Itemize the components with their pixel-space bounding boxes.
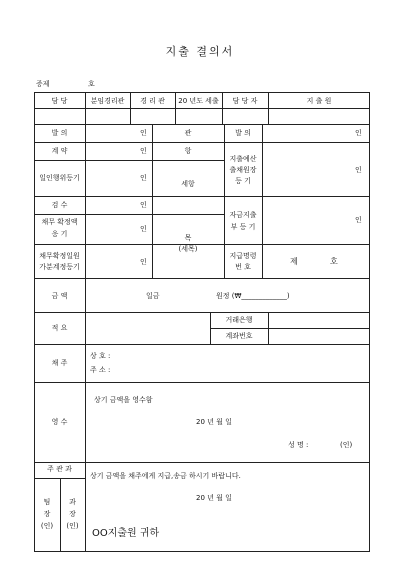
amount-label: 금 액 — [51, 292, 68, 300]
approval-jigeup: 지급명령 — [229, 252, 257, 260]
approval-jageum2: 부 등 기 — [230, 223, 256, 231]
approval-je: 제 — [290, 257, 298, 266]
approval-ho: 호 — [330, 257, 338, 266]
amount-won: 원정 (₩_____________) — [216, 292, 290, 300]
approval-in-4: 인 — [140, 201, 147, 209]
header-damdang: 담 당 — [51, 97, 68, 105]
footer-jang-1: 장 — [43, 510, 51, 518]
header-gyeongri: 경 리 관 — [140, 97, 165, 105]
approval-in-1: 인 — [140, 129, 147, 137]
header-damdangja: 담 당 자 — [232, 97, 258, 105]
approval-gwan: 관 — [184, 129, 192, 137]
amount-il: 일금 — [146, 292, 160, 300]
approval-in-right-3: 인 — [355, 216, 362, 224]
approval-geomsu: 검 수 — [51, 201, 68, 209]
approval-chaemu1: 채무 확정액 — [41, 218, 78, 226]
approval-balui: 발 의 — [51, 129, 68, 137]
doc-no-label: 증제 — [36, 80, 50, 88]
approval-ilin: 일인행위등기 — [39, 174, 80, 182]
footer-date: 20 년 월 일 — [196, 494, 232, 502]
footer-jang-2: 장 — [69, 510, 76, 518]
approval-in-5: 인 — [140, 225, 147, 233]
approval-mok: 목 — [184, 234, 192, 242]
creditor-label: 채 주 — [51, 359, 68, 367]
footer-seal-2: (인) — [66, 522, 79, 530]
page-title: 지출 결의서 — [165, 45, 235, 58]
approval-jigeup2: 번 호 — [235, 263, 251, 271]
approval-chaemu1b: 응 기 — [51, 230, 68, 238]
doc-no-suffix: 호 — [88, 80, 95, 88]
creditor-juso: 주 소 : — [90, 366, 111, 374]
receipt-sign-label: 성 명 : — [288, 441, 309, 449]
footer-addressee: OO지출원 귀하 — [92, 528, 160, 539]
summary-account-label: 계좌번호 — [225, 332, 253, 340]
approval-in-6: 인 — [140, 258, 147, 266]
footer-tim: 팀 — [43, 498, 51, 506]
approval-jageum: 자금지출 — [229, 211, 257, 219]
footer-request: 상기 금액을 채주에게 지급,송금 하시기 바랍니다. — [90, 472, 241, 480]
approval-semok: 세항 — [181, 180, 195, 188]
approval-in-3: 인 — [140, 174, 147, 182]
approval-jichul-yesan: 지출예산 — [229, 155, 257, 163]
receipt-label: 영 수 — [51, 418, 68, 426]
approval-balui-right: 발 의 — [235, 129, 251, 137]
creditor-sangho: 상 호 : — [90, 352, 111, 360]
approval-semok2: (세목) — [178, 245, 198, 253]
receipt-text: 상기 금액을 영수함 — [94, 396, 153, 404]
header-bunim: 분임경리관 — [90, 97, 125, 105]
header-jichulwon: 지 출 원 — [306, 97, 332, 105]
summary-bank-label: 거래은행 — [225, 316, 253, 324]
summary-label: 적 요 — [51, 324, 68, 332]
receipt-seal: (인) — [340, 441, 353, 449]
approval-in-2: 인 — [140, 147, 147, 155]
approval-hang: 항 — [184, 147, 192, 155]
receipt-date: 20 년 월 일 — [196, 418, 232, 426]
footer-gwa: 과 — [69, 498, 76, 506]
approval-in-right-1: 인 — [355, 129, 362, 137]
approval-gyeyak: 계 약 — [51, 147, 68, 155]
footer-seal-1: (인) — [40, 522, 54, 530]
approval-chaemu2: 채무확정일원 — [39, 252, 80, 260]
header-year: 20 년도 세출 — [178, 97, 219, 105]
footer-label: 주 관 과 — [47, 465, 72, 473]
approval-in-right-2: 인 — [355, 166, 362, 174]
approval-jichul-yesan2: 출채원장 — [229, 166, 257, 174]
approval-jichul-yesan3: 등 기 — [235, 177, 251, 185]
approval-chaemu2b: 가분계정등기 — [39, 263, 80, 271]
